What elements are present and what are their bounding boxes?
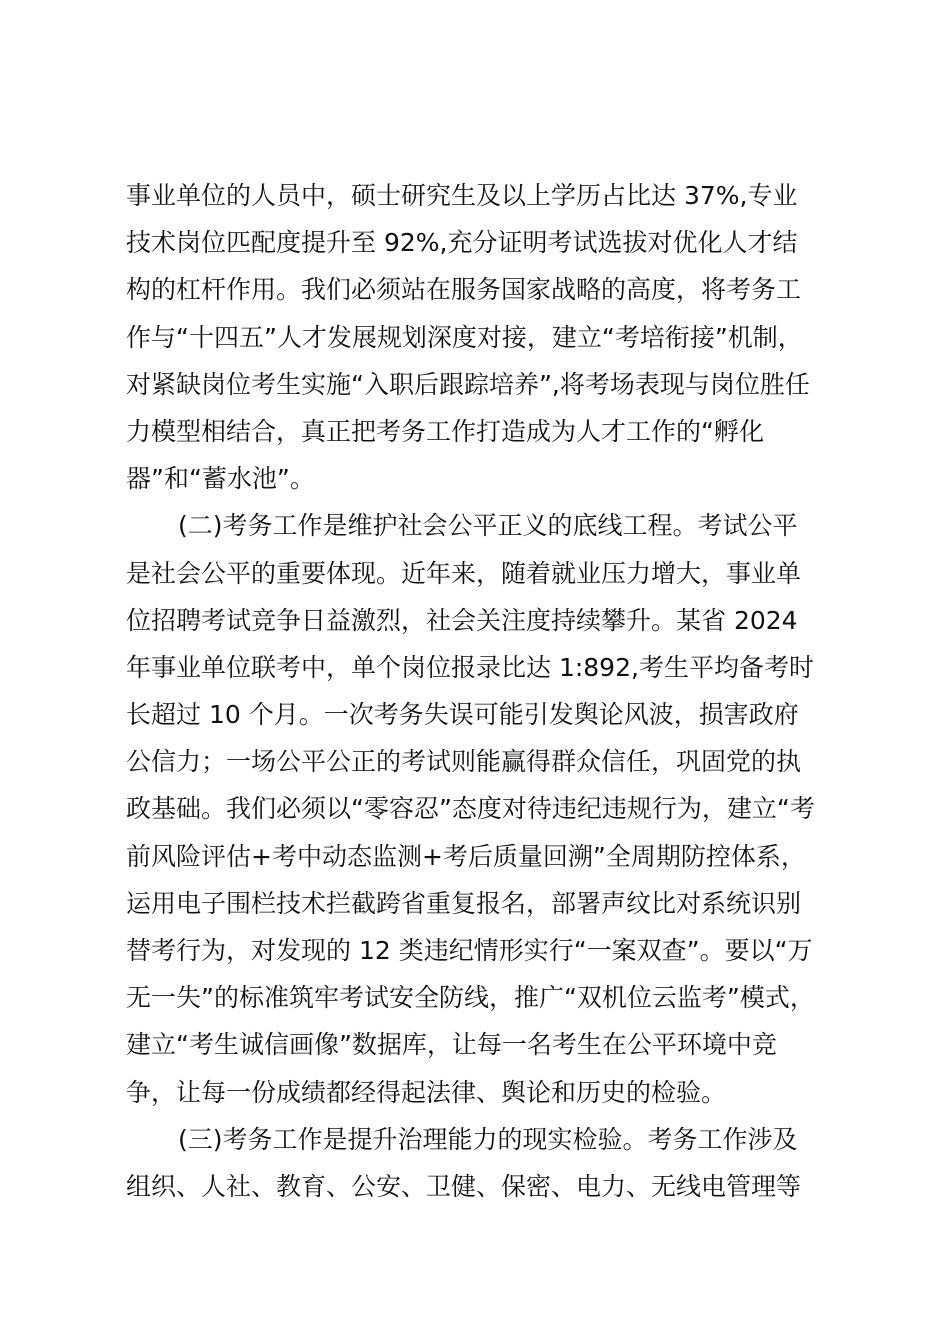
body-text — [126, 172, 846, 1210]
text-line: 组织、人社、教育、公安、卫健、保密、电力、无线电管理等 — [126, 1171, 802, 1201]
text-line: 建立“考生诚信画像”数据库，让每一名考生在公平环境中竞 — [126, 1030, 777, 1060]
text-line: 对紧缺岗位考生实施“入职后跟踪培养”,将考场表现与岗位胜任 — [126, 369, 810, 399]
text-line: 替考行为，对发现的 12 类违纪情形实行“一案双查”。要以“万 — [126, 936, 813, 965]
text-line: 争，让每一份成绩都经得起法律、舆论和历史的检验。 — [126, 1077, 727, 1107]
text-line: 前风险评估+考中动态监测+考后质量回溯”全周期防控体系， — [126, 841, 806, 871]
text-line: 运用电子围栏技术拦截跨省重复报名，部署声纹比对系统识别 — [126, 888, 802, 918]
text-line: 技术岗位匹配度提升至 92%,充分证明考试选拔对优化人才结 — [126, 228, 798, 258]
text-line: 政基础。我们必须以“零容忍”态度对待违纪违规行为，建立“考 — [126, 794, 815, 824]
paragraph-start-line: (二)考务工作是维护社会公平正义的底线工程。考试公平 — [178, 511, 798, 541]
text-line: 构的杠杆作用。我们必须站在服务国家战略的高度，将考务工 — [126, 275, 802, 305]
text-line: 年事业单位联考中，单个岗位报录比达 1:892,考生平均备考时 — [126, 652, 814, 682]
text-line: 事业单位的人员中，硕士研究生及以上学历占比达 37%,专业 — [126, 181, 798, 210]
text-line: 作与“十四五”人才发展规划深度对接，建立“考培衔接”机制， — [126, 322, 803, 352]
text-line: 长超过 10 个月。一次考务失误可能引发舆论风波，损害政府 — [126, 700, 799, 730]
text-line: 是社会公平的重要体现。近年来，随着就业压力增大，事业单 — [126, 558, 802, 588]
text-line: 力模型相结合，真正把考务工作打造成为人才工作的“孵化 — [126, 416, 764, 446]
paragraph-start-line: (三)考务工作是提升治理能力的现实检验。考务工作涉及 — [178, 1124, 798, 1154]
text-line: 器”和“蓄水池”。 — [126, 464, 315, 494]
text-line: 位招聘考试竞争日益激烈，社会关注度持续攀升。某省 2024 — [126, 605, 798, 635]
text-line: 公信力；一场公平公正的考试则能赢得群众信任，巩固党的执 — [126, 747, 802, 777]
text-line: 无一失”的标准筑牢考试安全防线，推广“双机位云监考”模式， — [126, 983, 815, 1013]
